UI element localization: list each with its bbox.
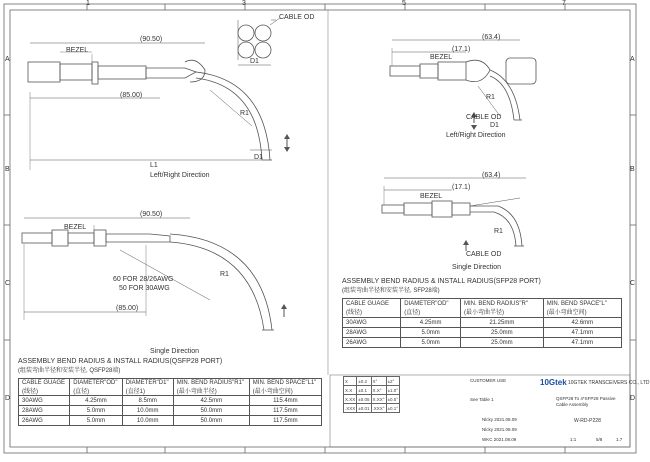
view3-cable-od: CABLE OD <box>466 114 502 121</box>
cell: 21.25mm <box>461 318 544 328</box>
qsfp-header-od: DIAMETER"OD" (直径) <box>70 379 122 396</box>
cell: 42.6mm <box>543 318 621 328</box>
cell: 5.0mm <box>401 338 461 348</box>
qsfp-header-gauge: CABLE GUAGE (线径) <box>19 379 70 396</box>
customer-use-label: CUSTOMER USE <box>470 378 507 383</box>
view2-note-30: 50 FOR 30AWG <box>119 285 170 292</box>
drawn-by: Nlcky 2021.08.09 <box>482 417 517 422</box>
view4-direction: Single Direction <box>452 264 502 271</box>
cell: 26AWG <box>343 338 401 348</box>
scale: 1:1 <box>570 437 577 442</box>
sheet-number: 5/8 <box>596 437 603 442</box>
sfp-table-header <box>343 299 622 318</box>
view1-r1: R1 <box>240 110 249 117</box>
drawing-title: QSFP28 To 4*SFP28 Passive Cable Assembly <box>556 396 616 407</box>
tolerance-block: X ±0.2 X° ±2° X.X ±0.1 X.X° ±1.0° X.XX ±0.05 X.XX° ±0.5° .XXX ±0.01 .XXX° ±0.1° <box>345 378 399 411</box>
qsfp-table-header <box>19 379 322 396</box>
col-marker-7: 7 <box>562 0 566 7</box>
view3-d1: D1 <box>490 122 499 129</box>
col-marker-3: 3 <box>242 0 246 7</box>
view3-bezel: BEZEL <box>430 54 453 61</box>
table-row <box>343 328 622 338</box>
qsfp-table-subtitle: (组装弯曲半径和安装半径, QSFP28端) <box>18 368 121 374</box>
view1-l1: L1 <box>150 162 158 169</box>
cell: 4.25mm <box>401 318 461 328</box>
view2-bezel: BEZEL <box>64 224 87 231</box>
cell: 47.1mm <box>543 328 621 338</box>
view2-dim-9050: (90.50) <box>140 211 163 218</box>
view2-geometry <box>22 218 274 330</box>
view1-cable-od: CABLE OD <box>279 14 315 21</box>
view1-dim-8500: (85.00) <box>120 92 143 99</box>
cell: 50.0mm <box>173 406 249 416</box>
row-marker-b-right: B <box>630 166 635 173</box>
cell: 26AWG <box>19 416 70 426</box>
view1-d1-bottom: D1 <box>254 154 263 161</box>
company-logo: 10Gtek <box>540 378 567 387</box>
qsfp-header-space: MIN. BEND SPACE"L1" (最小弯曲空间) <box>249 379 321 396</box>
row-marker-a: A <box>5 56 10 63</box>
qsfp-table <box>18 378 322 426</box>
sfp-header-radius: MIN. BEND RADIUS"R" (最小弯曲半径) <box>461 299 544 318</box>
view4-dim-171: (17.1) <box>452 184 471 191</box>
cell: 5.0mm <box>70 406 122 416</box>
cell: 47.1mm <box>543 338 621 348</box>
cell: 25.0mm <box>461 338 544 348</box>
view1-dim-9050: (90.50) <box>140 36 163 43</box>
see-table: See Table 1 <box>470 397 494 402</box>
row-marker-c-right: C <box>630 280 636 287</box>
sfp-table-title: ASSEMBLY BEND RADIUS & INSTALL RADIUS(SFP28 PORT) <box>342 278 541 285</box>
view2-note-28: 60 FOR 28/26AWG <box>113 276 174 283</box>
cell: 8.5mm <box>122 396 173 406</box>
view1-direction: Left/Right Direction <box>150 172 210 179</box>
row-marker-a-right: A <box>630 56 635 63</box>
view1-d1-top: D1 <box>250 58 259 65</box>
col-marker-1: 1 <box>86 0 90 7</box>
cell: 10.0mm <box>122 416 173 426</box>
cell: 30AWG <box>343 318 401 328</box>
view4-r1: R1 <box>494 228 503 235</box>
view3-dim-634: (63.4) <box>482 34 501 41</box>
sfp-table-subtitle: (组装弯曲半径和安装半径, SFP28端) <box>342 288 440 294</box>
sfp-header-gauge: CABLE GUAGE (线径) <box>343 299 401 318</box>
company-name: 10GTEK TRANSCEIVERS CO., LTD <box>568 380 650 386</box>
approved-by: WKC 2021.08.09 <box>482 437 517 442</box>
cell: 28AWG <box>19 406 70 416</box>
table-row <box>19 396 322 406</box>
sfp-table <box>342 298 622 348</box>
table-row <box>343 318 622 328</box>
view4-cable-od: CABLE OD <box>466 251 502 258</box>
cell: 25.0mm <box>461 328 544 338</box>
cell: 115.4mm <box>249 396 321 406</box>
cell: 5.0mm <box>401 328 461 338</box>
view4-dim-634: (63.4) <box>482 172 501 179</box>
sfp-header-space: MIN. BEND SPACE"L" (最小弯曲空间) <box>543 299 621 318</box>
cell: 5.0mm <box>70 416 122 426</box>
cell: 4.25mm <box>70 396 122 406</box>
view3-direction: Left/Right Direction <box>446 132 506 139</box>
cell: 42.5mm <box>173 396 249 406</box>
col-marker-5: 5 <box>402 0 406 7</box>
view4-bezel: BEZEL <box>420 193 443 200</box>
view2-r1: R1 <box>220 271 229 278</box>
view2-direction: Single Direction <box>150 348 200 355</box>
qsfp-header-radius: MIN. BEND RADIUS"R1" (最小弯曲半径) <box>173 379 249 396</box>
doc-number: W-RD-P228 <box>574 418 601 424</box>
cell: 30AWG <box>19 396 70 406</box>
table-row <box>19 416 322 426</box>
qsfp-header-d1: DIAMETER"D1" (直径1) <box>122 379 173 396</box>
cell: 117.5mm <box>249 416 321 426</box>
cell: 50.0mm <box>173 416 249 426</box>
row-marker-d-right: D <box>630 395 636 402</box>
row-marker-c: C <box>5 280 11 287</box>
row-marker-d: D <box>5 395 11 402</box>
cell: 28AWG <box>343 328 401 338</box>
view2-dim-8500: (85.00) <box>116 305 139 312</box>
row-marker-b: B <box>5 166 10 173</box>
sfp-header-od: DIAMETER"OD" (直径) <box>401 299 461 318</box>
view1-bezel: BEZEL <box>66 47 89 54</box>
table-row <box>19 406 322 416</box>
revision: 1.7 <box>616 437 623 442</box>
table-row <box>343 338 622 348</box>
cell: 117.5mm <box>249 406 321 416</box>
view3-r1: R1 <box>486 94 495 101</box>
qsfp-table-title: ASSEMBLY BEND RADIUS & INSTALL RADIUS(QSFP28 PORT) <box>18 358 223 365</box>
view3-dim-171: (17.1) <box>452 46 471 53</box>
checked-by: Nlcky 2021.08.09 <box>482 427 517 432</box>
cell: 10.0mm <box>122 406 173 416</box>
